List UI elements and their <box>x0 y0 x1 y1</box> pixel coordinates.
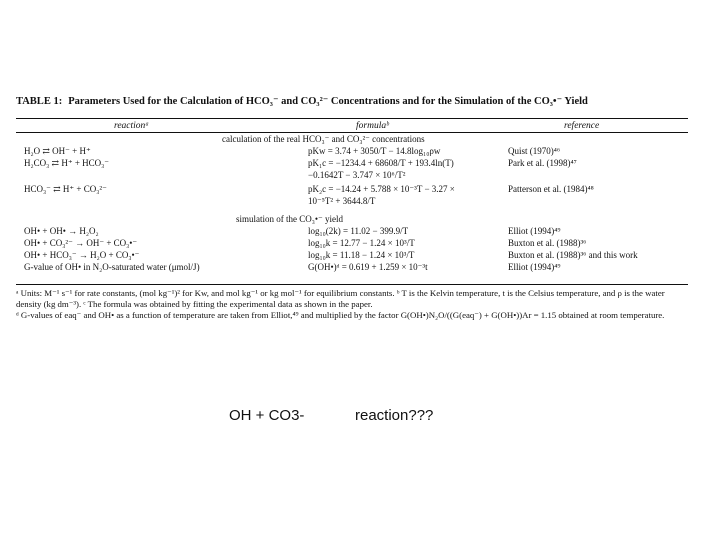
formula-cell: log₁₀k = 11.18 − 1.24 × 10³/T <box>308 250 415 260</box>
formula-cell: 10⁻⁵T² + 3644.8/T <box>308 196 376 206</box>
formula-cell: G(OH•)ᵈ = 0.619 + 1.259 × 10⁻³t <box>308 262 428 272</box>
reaction-cell: OH• + HCO₃⁻ → H₂O + CO₃•⁻ <box>24 250 140 260</box>
reaction-cell: OH• + CO₃²⁻ → OH⁻ + CO₃•⁻ <box>24 238 138 248</box>
formula-cell: pKw = 3.74 + 3050/T − 14.8log₁₀ρw <box>308 146 441 156</box>
formula-cell: pK₁c = −1234.4 + 68608/T + 193.4ln(T) <box>308 158 454 168</box>
table-row <box>16 158 688 168</box>
reference-cell: Buxton et al. (1988)³⁶ <box>508 238 587 248</box>
reaction-cell: HCO₃⁻ ⇄ H⁺ + CO₃²⁻ <box>24 184 107 194</box>
table-top-rule <box>16 118 688 119</box>
reference-cell: Elliot (1994)⁴⁹ <box>508 226 561 236</box>
reaction-cell: OH• + OH• → H₂O₂ <box>24 226 99 236</box>
slide-caption-left: OH + CO3- <box>229 407 305 424</box>
formula-cell: pK₂c = −14.24 + 5.788 × 10⁻³T − 3.27 × <box>308 184 455 194</box>
table-header-rule <box>16 132 688 133</box>
table-figure <box>16 96 688 320</box>
section-heading-calculation: calculation of the real HCO₃⁻ and CO₃²⁻ concentrations <box>222 134 425 144</box>
table-bottom-rule <box>16 284 688 285</box>
column-header-formula: formulaᵇ <box>356 121 389 131</box>
reference-cell: Patterson et al. (1984)⁴⁸ <box>508 184 594 194</box>
reference-cell: Elliot (1994)⁴⁹ <box>508 262 561 272</box>
footnote-d: ᵈ G-values of eaq⁻ and OH• as a function of temperature are taken from Elliot,⁴⁹ and multiplied by the factor G(OH•)N₂O/((G(eaq⁻) + G(OH•))Ar = 1.15 obtained at room temperature. <box>16 310 665 320</box>
table-row <box>16 250 688 260</box>
formula-cell: log₁₀k = 12.77 − 1.24 × 10³/T <box>308 238 415 248</box>
table-row <box>16 170 688 180</box>
table-row <box>16 184 688 194</box>
table-title <box>16 96 688 107</box>
table-label: TABLE 1: <box>16 96 63 107</box>
reference-cell: Park et al. (1998)⁴⁷ <box>508 158 577 168</box>
table-row <box>16 238 688 248</box>
footnote-a: ᵃ Units: M⁻¹ s⁻¹ for rate constants, (mol kg⁻¹)² for Kw, and mol kg⁻¹ or kg mol⁻¹ for equilibrium constants. ᵇ T is the Kelvin temperature, t is the Celsius temperature, and ρ is the water density (kg dm⁻³). ᶜ The formula was obtained by fitting the experimental data as shown in the paper. <box>16 288 665 309</box>
table-row <box>16 196 688 206</box>
reference-cell: Buxton et al. (1988)³⁶ and this work <box>508 250 638 260</box>
table-footnotes <box>16 288 688 321</box>
formula-cell: log₁₀(2k) = 11.02 − 399.9/T <box>308 226 409 236</box>
reaction-cell: H₂O ⇄ OH⁻ + H⁺ <box>24 146 91 156</box>
table-row <box>16 146 688 156</box>
section-heading-simulation: simulation of the CO₃•⁻ yield <box>236 214 344 224</box>
table-title-text: Parameters Used for the Calculation of HCO₃⁻ and CO₃²⁻ Concentrations and for the Simulation of the CO₃•⁻ Yield <box>68 96 588 107</box>
reaction-cell: H₂CO₃ ⇄ H⁺ + HCO₃⁻ <box>24 158 110 168</box>
column-header-reference: reference <box>564 121 600 131</box>
slide-caption-right: reaction??? <box>355 407 434 424</box>
formula-cell: −0.1642T − 3.747 × 10⁶/T² <box>308 170 406 180</box>
table-row <box>16 262 688 272</box>
reference-cell: Quist (1970)⁴⁶ <box>508 146 561 156</box>
column-header-reaction: reactionᵃ <box>114 121 150 131</box>
table-row <box>16 226 688 236</box>
reaction-cell: G-value of OH• in N₂O-saturated water (μmol/J) <box>24 262 200 272</box>
